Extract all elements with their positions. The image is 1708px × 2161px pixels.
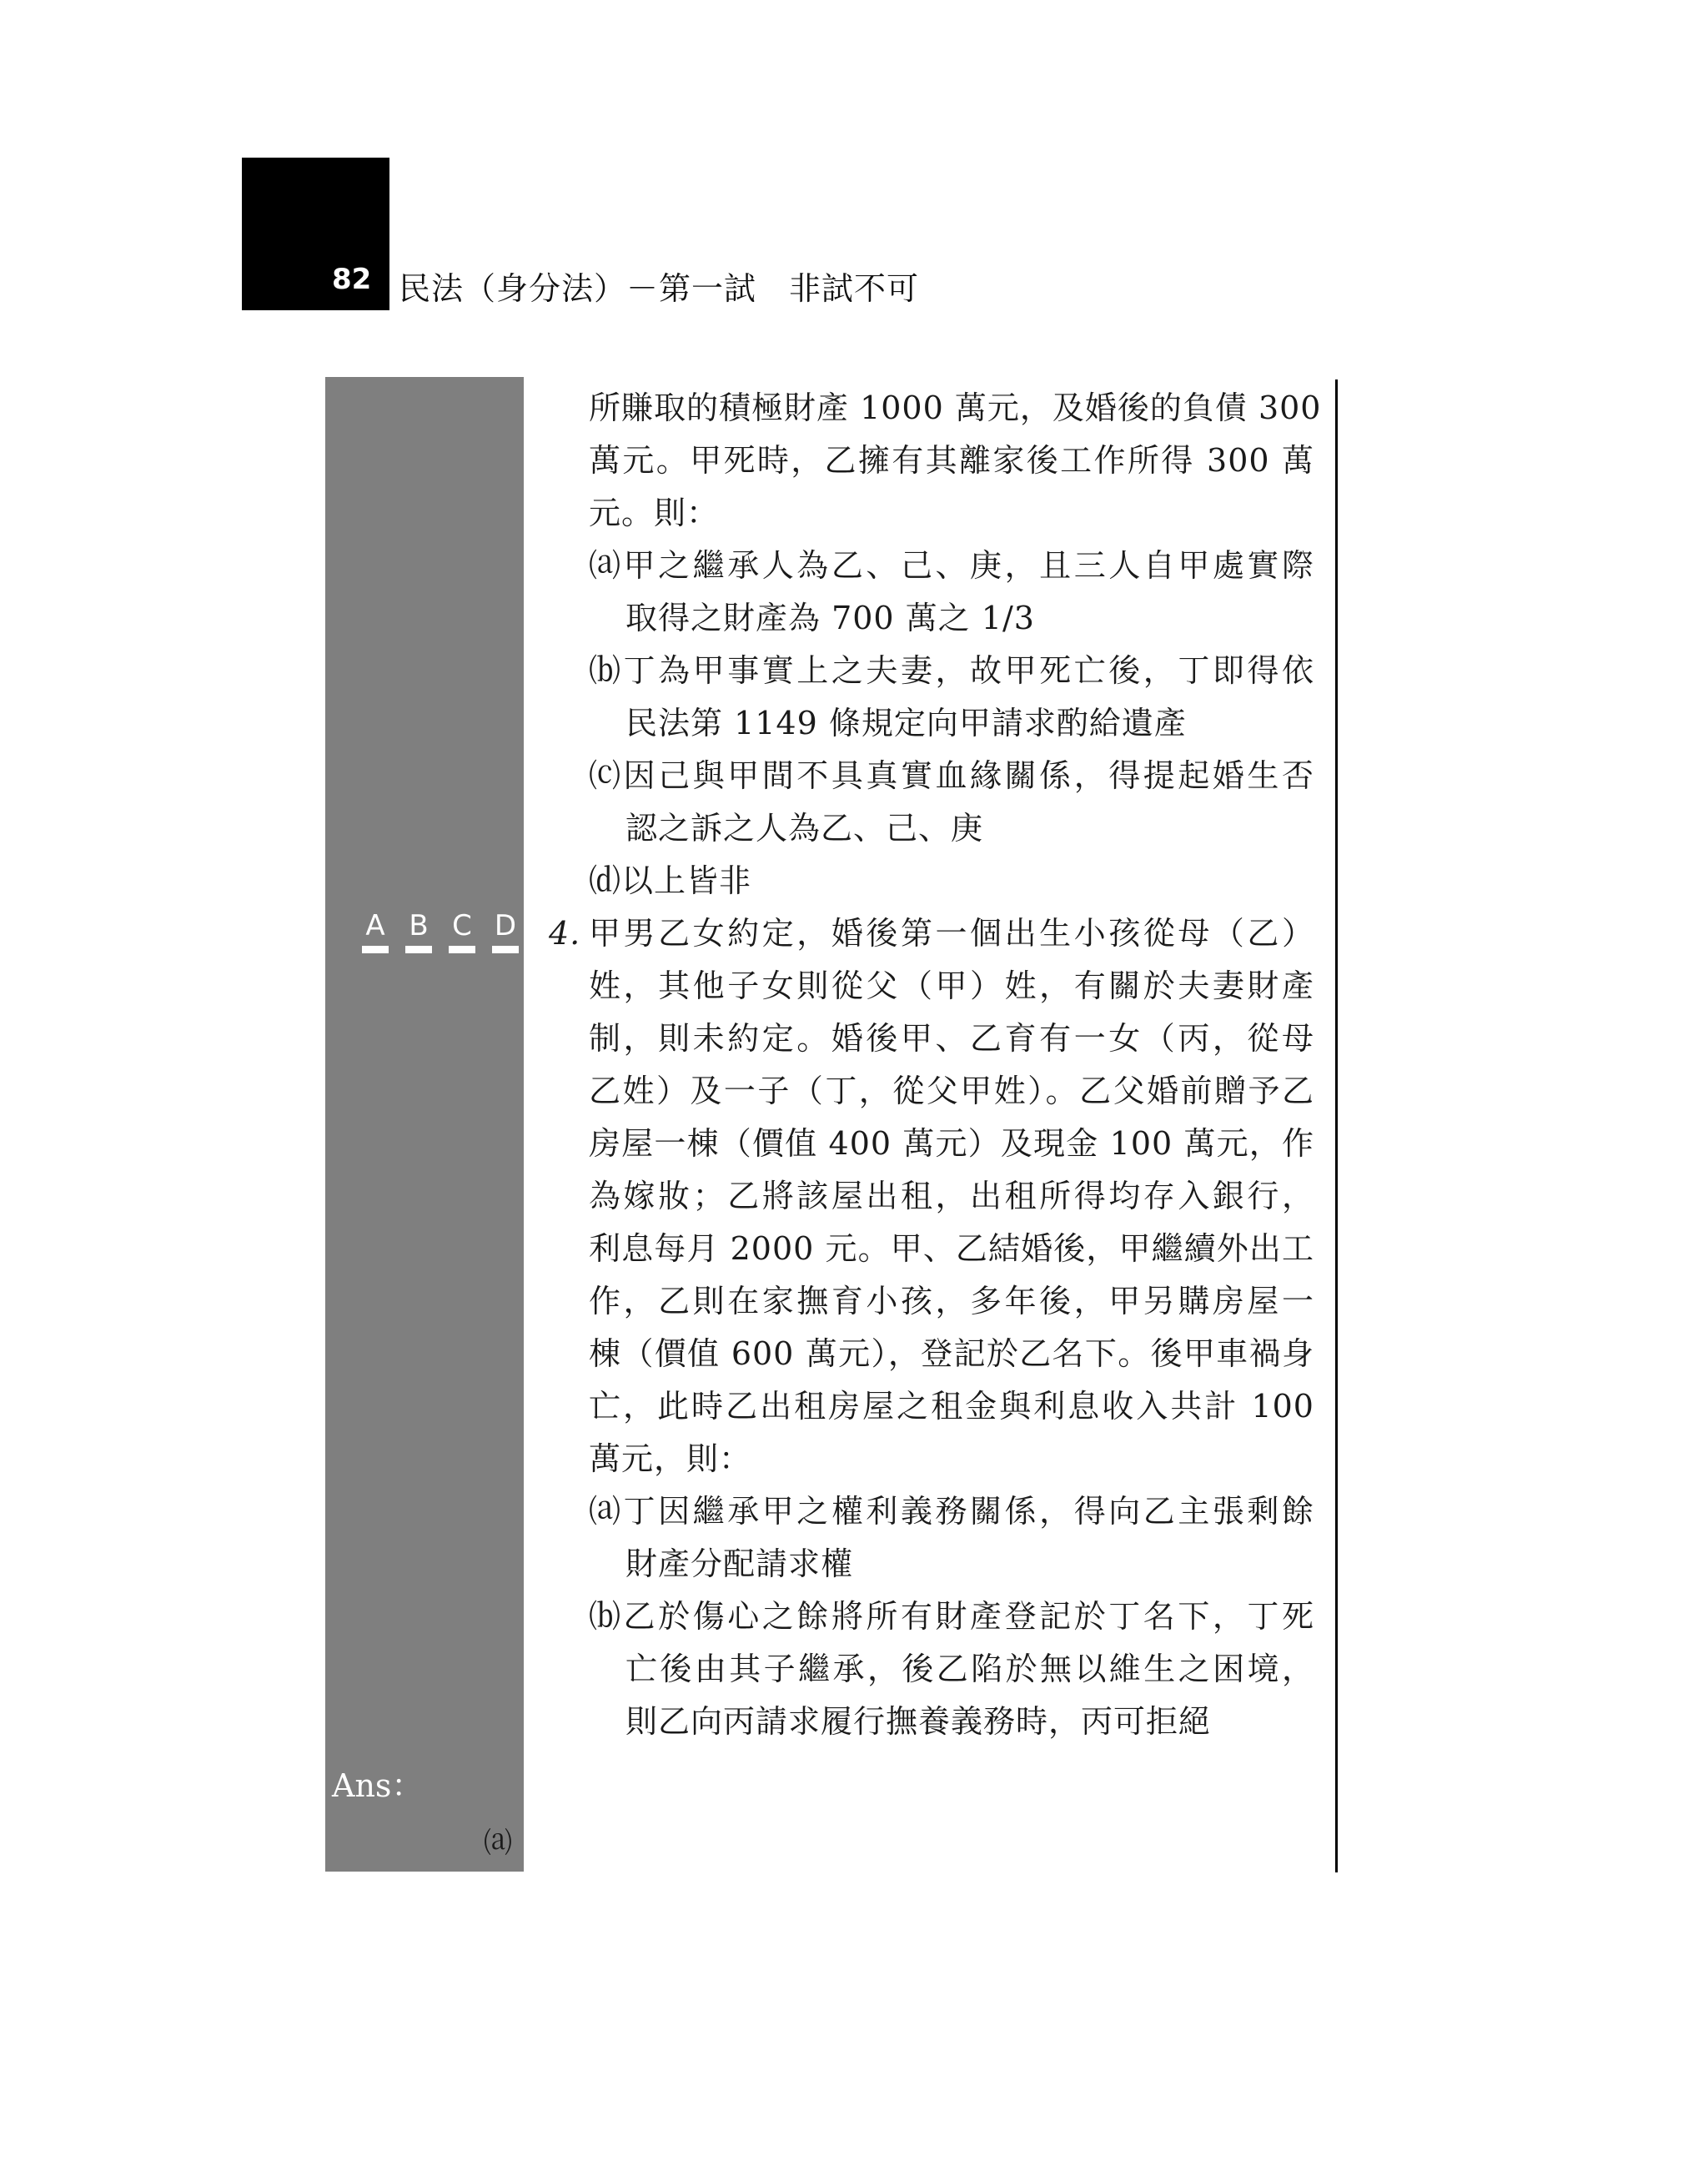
text-line: 房屋一棟（價值 400 萬元）及現金 100 萬元，作 <box>589 1125 1314 1162</box>
option-a[interactable] <box>357 909 394 942</box>
choice-c-line: 認之訴之人為乙、己、庚 <box>625 810 984 847</box>
text-line: 亡，此時乙出租房屋之租金與利息收入共計 100 <box>589 1388 1314 1425</box>
choice-a-line: 取得之財產為 700 萬之 1/3 <box>625 600 1035 636</box>
text-line: 乙姓）及一子（丁，從父甲姓）。乙父婚前贈予乙 <box>589 1073 1314 1109</box>
option-c-blank <box>449 946 475 953</box>
choice-c-line: ⒞因己與甲間不具真實血緣關係，得提起婚生否 <box>589 757 1314 794</box>
text-line: 利息每月 2000 元。甲、乙結婚後，甲繼續外出工 <box>589 1230 1314 1267</box>
choice-a-line: ⒜甲之繼承人為乙、己、庚，且三人自甲處實際 <box>589 547 1314 584</box>
option-b-blank <box>405 946 432 953</box>
answer-sidebar <box>325 377 524 1872</box>
text-line: 萬元，則： <box>589 1440 752 1477</box>
text-line: 棟（價值 600 萬元），登記於乙名下。後甲車禍身 <box>589 1335 1314 1372</box>
running-header-title: 民法（身分法）－第一試 非試不可 <box>399 270 920 307</box>
answer-options <box>357 909 524 959</box>
option-d-label: D <box>494 909 517 942</box>
choice-b-line: ⒝丁為甲事實上之夫妻，故甲死亡後，丁即得依 <box>589 652 1314 689</box>
text-line: 甲男乙女約定，婚後第一個出生小孩從母（乙） <box>589 915 1314 952</box>
option-b[interactable] <box>400 909 437 942</box>
text-line: 萬元。甲死時，乙擁有其離家後工作所得 300 萬 <box>589 442 1314 479</box>
text-line: 作，乙則在家撫育小孩，多年後，甲另購房屋一 <box>589 1283 1314 1319</box>
option-c-label: C <box>452 909 472 942</box>
text-line: 制，則未約定。婚後甲、乙育有一女（丙，從母 <box>589 1020 1314 1057</box>
right-margin-rule <box>1335 379 1338 1872</box>
page-number: 82 <box>332 263 372 296</box>
text-line: 所賺取的積極財產 1000 萬元，及婚後的負債 300 <box>589 389 1322 426</box>
question-number: 4. <box>549 915 581 952</box>
text-line: 姓，其他子女則從父（甲）姓，有關於夫妻財產 <box>589 967 1314 1004</box>
answer-label: Ans： <box>332 1767 424 1804</box>
option-a-blank <box>362 946 389 953</box>
choice-b-line: 亡後由其子繼承，後乙陷於無以維生之困境， <box>625 1651 1314 1687</box>
answer-value: ⒜ <box>484 1827 512 1860</box>
choice-b-line: 則乙向丙請求履行撫養義務時，丙可拒絕 <box>625 1703 1212 1740</box>
option-a-label: A <box>365 909 385 942</box>
option-b-label: B <box>409 909 429 942</box>
text-line: 元。則： <box>589 495 720 531</box>
option-d[interactable] <box>487 909 524 942</box>
option-c[interactable] <box>444 909 480 942</box>
text-line: 為嫁妝；乙將該屋出租，出租所得均存入銀行， <box>589 1178 1314 1214</box>
choice-b-line: ⒝乙於傷心之餘將所有財產登記於丁名下，丁死 <box>589 1598 1314 1635</box>
option-d-blank <box>492 946 519 953</box>
question-4-first-line <box>549 907 1314 960</box>
choice-a-line: ⒜丁因繼承甲之權利義務關係，得向乙主張剩餘 <box>589 1493 1314 1530</box>
question-text <box>549 382 1322 1748</box>
choice-a-line: 財產分配請求權 <box>625 1545 854 1582</box>
choice-d-line: ⒟以上皆非 <box>589 862 752 899</box>
choice-b-line: 民法第 1149 條規定向甲請求酌給遺產 <box>625 705 1187 741</box>
